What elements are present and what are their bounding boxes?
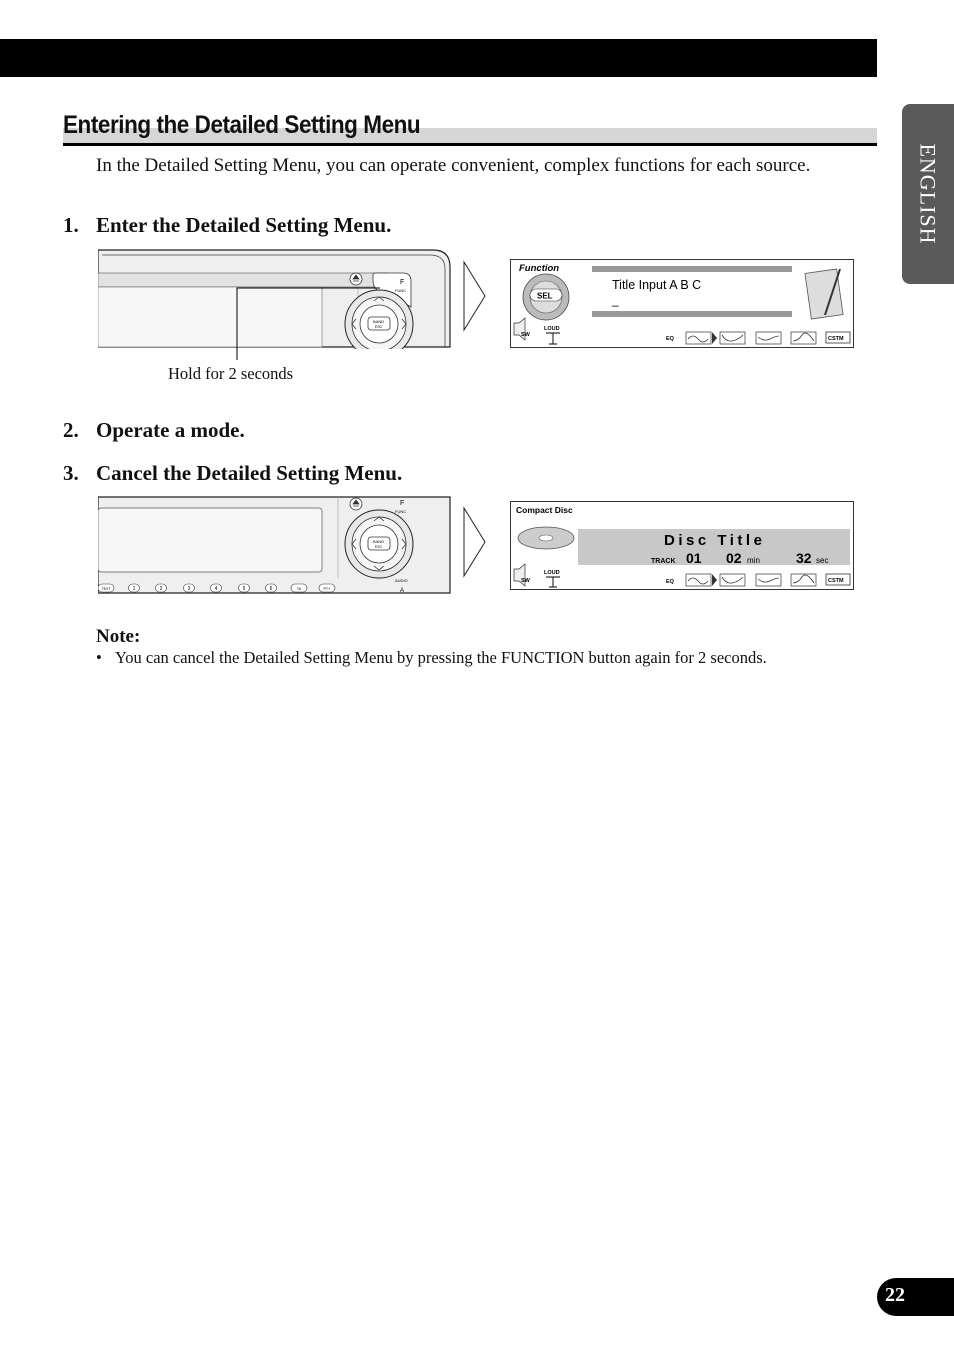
track-number: 01 xyxy=(686,550,702,566)
step-text: Operate a mode. xyxy=(96,418,245,442)
intro-paragraph: In the Detailed Setting Menu, you can operate convenient, complex functions for each source. xyxy=(96,155,811,176)
elapsed-seconds: 32 xyxy=(796,550,812,566)
step-number: 2. xyxy=(63,418,79,442)
cstm-label: CSTM xyxy=(828,336,844,342)
step-text: Enter the Detailed Setting Menu. xyxy=(96,213,392,237)
disc-title-text: Disc Title xyxy=(664,532,766,549)
note-text: You can cancel the Detailed Setting Menu by pressing the FUNCTION button again for 2 seconds. xyxy=(115,648,767,667)
track-label: TRACK xyxy=(651,558,676,565)
loud-label: LOUD xyxy=(544,326,560,332)
display-function-screen xyxy=(510,259,855,349)
preset-button-label: PTY xyxy=(323,587,331,591)
text-frame-bottom xyxy=(592,311,792,317)
callout-line xyxy=(230,284,390,364)
preset-button-label: 2 xyxy=(159,586,163,592)
note-label: Note: xyxy=(96,626,141,647)
header-bar xyxy=(0,39,877,77)
eq-curve-3-icon xyxy=(756,332,781,344)
preset-button-label: TEXT xyxy=(101,587,111,591)
band-label: BAND xyxy=(373,539,385,544)
sw-label: SW xyxy=(521,332,530,338)
func-key-letter: F xyxy=(400,279,405,286)
mode-label: Compact Disc xyxy=(516,505,573,515)
preset-button-label: 3 xyxy=(187,586,191,592)
eq-curve-2-icon xyxy=(720,574,745,586)
audio-label: AUDIO xyxy=(395,578,408,583)
step-text: Cancel the Detailed Setting Menu. xyxy=(96,461,403,485)
eq-label: EQ xyxy=(666,336,674,342)
eq-label: EQ xyxy=(666,579,674,585)
mode-label: Function xyxy=(519,263,560,274)
minutes-unit: min xyxy=(747,556,760,565)
language-tab-label-wrap xyxy=(902,104,954,284)
preset-button-label: 4 xyxy=(214,586,218,592)
title-input-text: Title Input A B C xyxy=(612,278,702,292)
note-item xyxy=(96,648,767,668)
sel-label: SEL xyxy=(537,291,553,301)
func-key-label: FUNC xyxy=(395,288,407,293)
eq-curve-3-icon xyxy=(756,574,781,586)
note-bullet: • xyxy=(96,648,102,667)
step-1 xyxy=(63,213,391,238)
text-frame-top xyxy=(592,266,792,272)
preset-button-label: 5 xyxy=(242,586,246,592)
step-2 xyxy=(63,418,245,443)
head-unit-illustration-2 xyxy=(98,496,452,594)
preset-button-label: TA xyxy=(296,587,302,591)
language-tab-label: ENGLISH xyxy=(916,143,942,245)
sw-label: SW xyxy=(521,578,530,584)
hold-caption: Hold for 2 seconds xyxy=(168,364,294,383)
page-number: 22 xyxy=(885,1284,905,1306)
preset-button-label: 1 xyxy=(132,586,136,592)
band-sub-label: ESC xyxy=(375,325,383,329)
loud-label: LOUD xyxy=(544,570,560,576)
cursor: _ xyxy=(612,293,619,307)
step-number: 3. xyxy=(63,461,79,485)
seconds-unit: sec xyxy=(816,556,829,565)
cstm-label: CSTM xyxy=(828,578,844,584)
step-number: 1. xyxy=(63,213,79,237)
eq-curve-1-icon xyxy=(686,574,711,586)
audio-key-letter: A xyxy=(400,588,405,594)
elapsed-minutes: 02 xyxy=(726,550,742,566)
lcd-panel xyxy=(98,508,322,572)
arrow-right-icon xyxy=(462,260,488,332)
display-compact-disc-screen xyxy=(510,501,855,591)
preset-button-label: 6 xyxy=(269,586,273,592)
eq-curve-4-icon xyxy=(791,332,816,344)
eq-curve-4-icon xyxy=(791,574,816,586)
step-3 xyxy=(63,461,402,486)
func-key-letter: F xyxy=(400,500,405,507)
func-key-label: FUNC xyxy=(395,509,407,514)
band-label: BAND xyxy=(373,319,385,324)
band-sub-label: ESC xyxy=(375,545,383,549)
section-title: Entering the Detailed Setting Menu xyxy=(63,111,421,139)
eq-curve-1-icon xyxy=(686,332,711,344)
arrow-right-icon-2 xyxy=(462,506,488,578)
preset-buttons xyxy=(98,584,335,592)
eq-curve-2-icon xyxy=(720,332,745,344)
